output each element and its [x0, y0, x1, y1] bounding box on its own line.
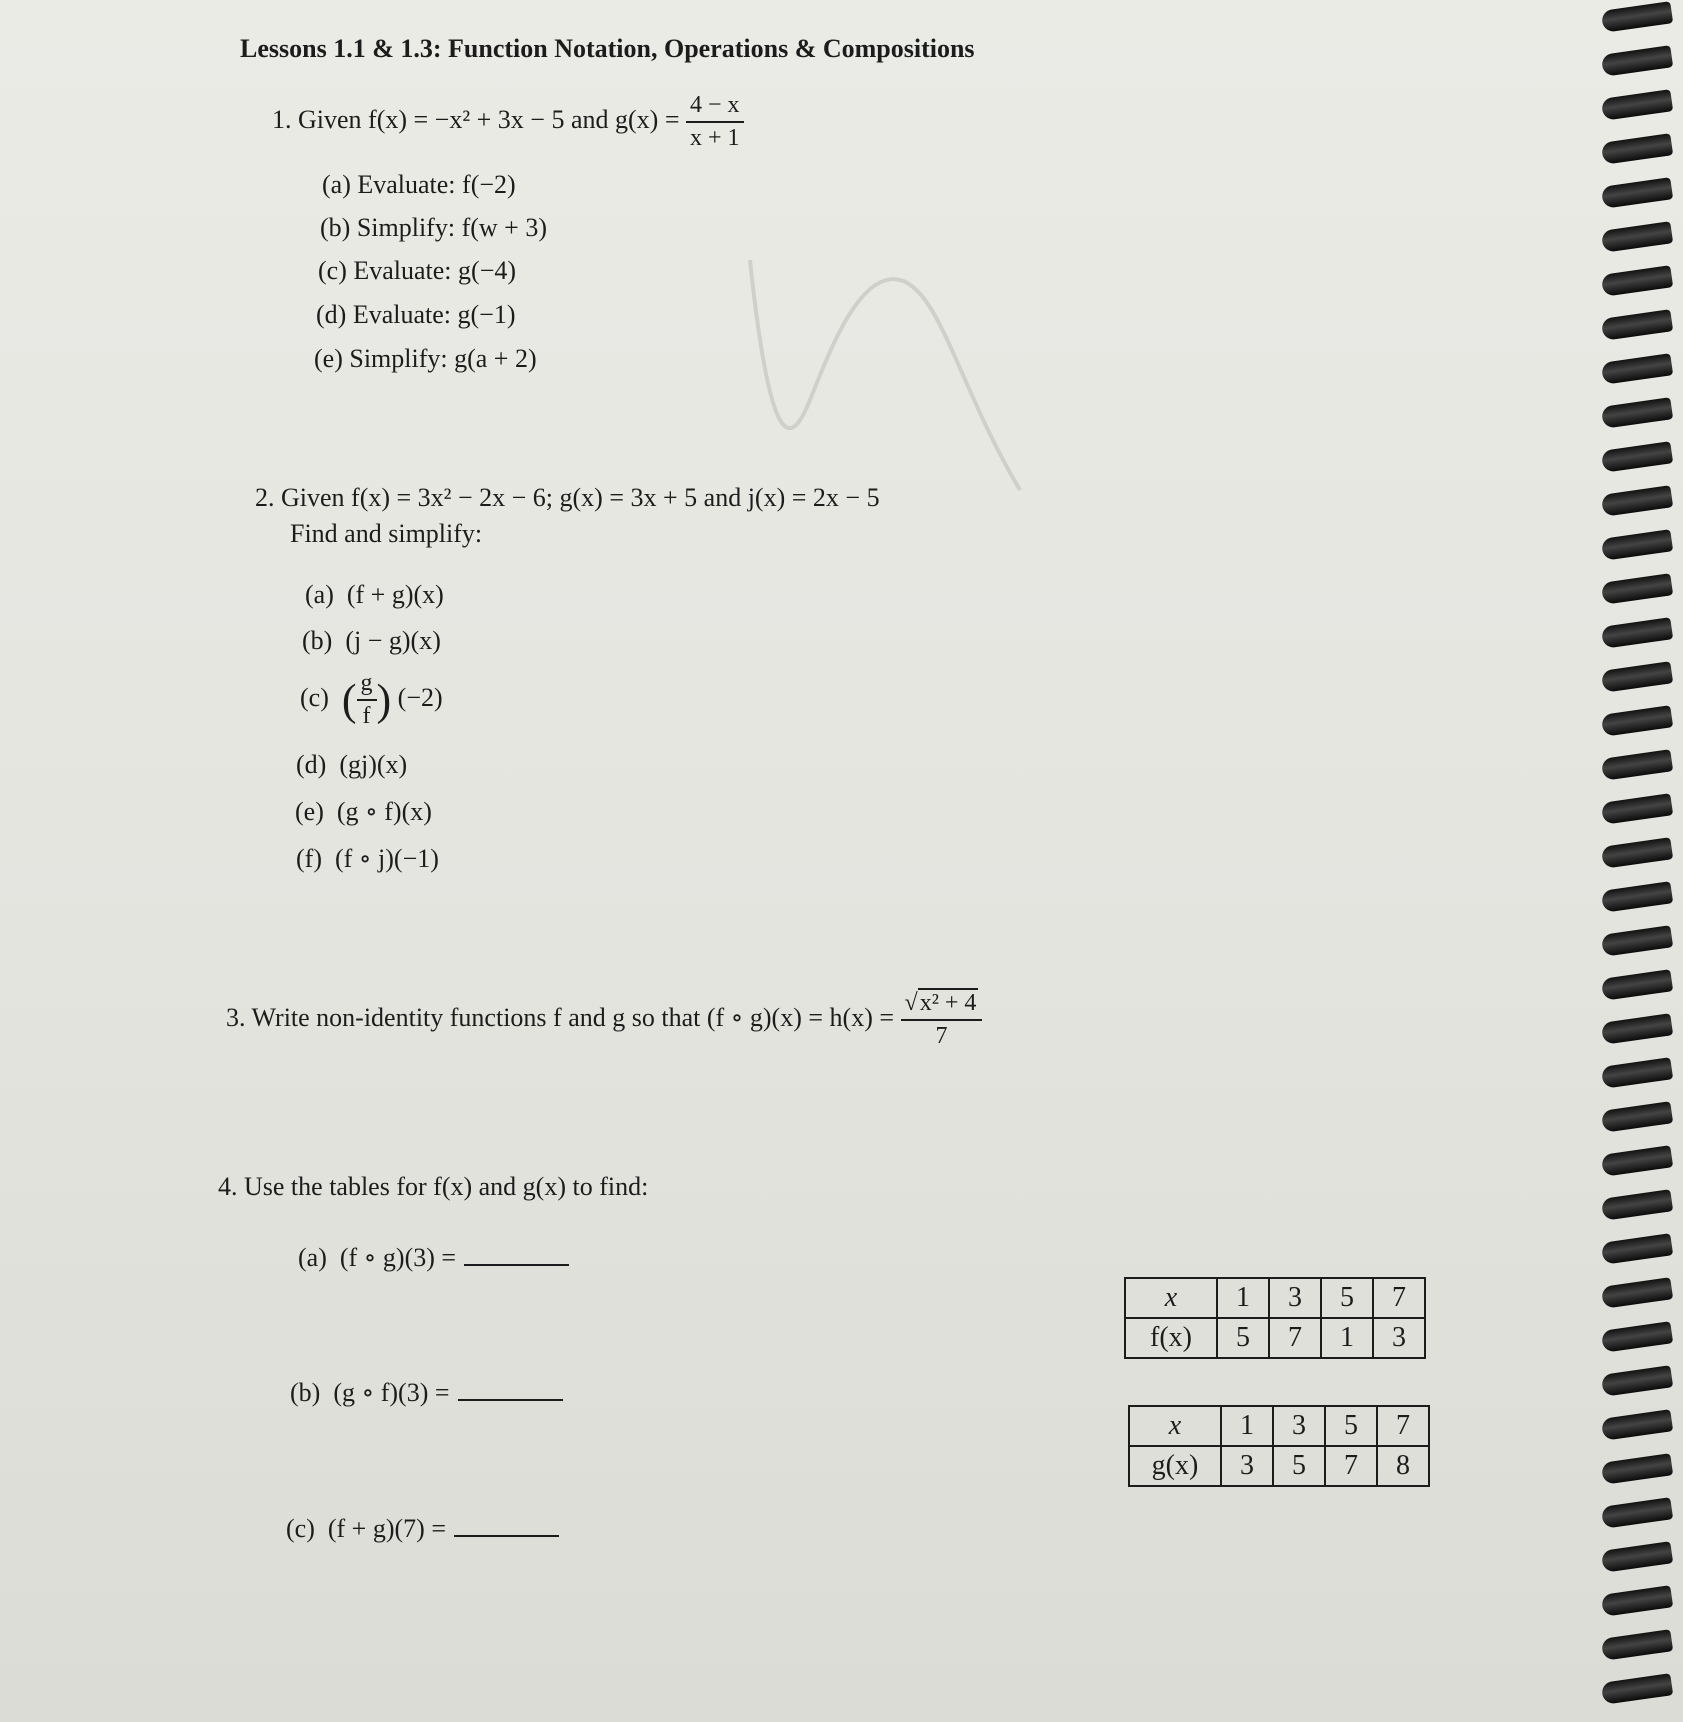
f-table-value-cell: 1 [1321, 1318, 1373, 1358]
q1-g-denominator: x + 1 [690, 125, 740, 151]
f-table-head-cell: 7 [1373, 1278, 1425, 1318]
q2-item-a [305, 580, 444, 610]
spiral-binding [1590, 0, 1683, 1722]
q1-item-a-label: (a) Evaluate: [322, 170, 456, 199]
spiral-coil [1601, 881, 1673, 913]
g-table-value-cell: 7 [1325, 1446, 1377, 1486]
show-through-graph [740, 250, 1040, 510]
q2-item-e [295, 797, 432, 827]
q1-g-lhs: g(x) = [615, 104, 680, 134]
q1-item-b [320, 213, 547, 243]
spiral-coil [1601, 485, 1673, 517]
q1-item-d-expr: g(−1) [457, 300, 516, 329]
spiral-coil [1601, 45, 1673, 77]
f-table-value-cell: 7 [1269, 1318, 1321, 1358]
f-table-value-cell: 5 [1217, 1318, 1269, 1358]
q1-item-c-label: (c) Evaluate: [318, 256, 452, 285]
q1-item-c [318, 256, 516, 286]
spiral-coil [1601, 177, 1673, 209]
q2-prompt: 2. Given f(x) = 3x² − 2x − 6; g(x) = 3x + 5 and j(x) = 2x − 5 [255, 483, 880, 512]
g-table-head-row [1129, 1406, 1429, 1446]
q1-item-e-expr: g(a + 2) [454, 344, 537, 373]
spiral-coil [1601, 221, 1673, 253]
g-table-value-row [1129, 1446, 1429, 1486]
q2-item-c-numerator: g [357, 670, 377, 701]
q1-item-e [314, 344, 537, 374]
q1-prefix: 1. Given [272, 104, 362, 134]
spiral-coil [1601, 1673, 1673, 1705]
q1-f-definition: f(x) = −x² + 3x − 5 [368, 104, 565, 134]
q4-prompt: 4. Use the tables for f(x) and g(x) to find: [218, 1172, 649, 1201]
q3-h-denominator: 7 [935, 1023, 948, 1049]
spiral-coil [1601, 925, 1673, 957]
spiral-coil [1601, 1409, 1673, 1441]
spiral-coil [1601, 1365, 1673, 1397]
f-table-head-cell: x [1125, 1278, 1217, 1318]
q4-item-a-label: (a) [298, 1243, 327, 1272]
spiral-coil [1601, 89, 1673, 121]
q4-item-c-expr: (f + g)(7) = [327, 1514, 446, 1543]
spiral-coil [1601, 133, 1673, 165]
q4-item-a [298, 1243, 569, 1273]
q4-item-b-expr: (g ∘ f)(3) = [333, 1378, 450, 1407]
q1-item-e-label: (e) Simplify: [314, 344, 448, 373]
q2-item-d-expr: (gj)(x) [339, 750, 408, 779]
f-table-value-row [1125, 1318, 1425, 1358]
q2-item-c: (c) ( $\frac{g}{f}$ ) (−2) [300, 670, 443, 729]
f-table [1124, 1277, 1426, 1359]
q1-item-b-expr: f(w + 3) [461, 213, 547, 242]
q1-item-a [322, 170, 516, 200]
f-table-head-row [1125, 1278, 1425, 1318]
spiral-coil [1601, 1629, 1673, 1661]
q2-item-f-label: (f) [296, 844, 322, 873]
q1-g-fraction [686, 92, 744, 152]
f-table-head-cell: 3 [1269, 1278, 1321, 1318]
spiral-coil [1601, 1189, 1673, 1221]
q2-item-a-expr: (f + g)(x) [346, 580, 444, 609]
f-table-head-cell: 5 [1321, 1278, 1373, 1318]
spiral-coil [1601, 1233, 1673, 1265]
q2-item-c-denominator: f [362, 703, 371, 729]
q1-item-d-label: (d) Evaluate: [316, 300, 451, 329]
q2-item-b-expr: (j − g)(x) [345, 626, 441, 655]
q2-item-b [302, 626, 441, 656]
q3-prompt [226, 990, 982, 1050]
spiral-coil [1601, 1585, 1673, 1617]
g-table-value-cell: 3 [1221, 1446, 1273, 1486]
spiral-coil [1601, 1057, 1673, 1089]
q1-prompt [272, 92, 744, 152]
g-table-value-cell: 5 [1273, 1446, 1325, 1486]
spiral-coil [1601, 969, 1673, 1001]
q4-item-a-expr: (f ∘ g)(3) = [339, 1243, 457, 1272]
spiral-coil [1601, 1013, 1673, 1045]
f-table-head-cell: 1 [1217, 1278, 1269, 1318]
spiral-coil [1601, 837, 1673, 869]
q3-h-fraction [901, 990, 983, 1050]
spiral-coil [1601, 1277, 1673, 1309]
g-table-head-cell: 1 [1221, 1406, 1273, 1446]
spiral-coil [1601, 1, 1673, 33]
spiral-coil [1601, 441, 1673, 473]
q4-item-b-label: (b) [290, 1378, 321, 1407]
q1-item-d [316, 300, 515, 330]
g-table-head-cell: 5 [1325, 1406, 1377, 1446]
q4-item-c [286, 1514, 559, 1544]
q2-item-e-label: (e) [295, 797, 324, 826]
spiral-coil [1601, 265, 1673, 297]
g-table-value-cell: 8 [1377, 1446, 1429, 1486]
g-table [1128, 1405, 1430, 1487]
q4-item-c-label: (c) [286, 1514, 315, 1543]
spiral-coil [1601, 1453, 1673, 1485]
lesson-title: Lessons 1.1 & 1.3: Function Notation, Operations & Compositions [240, 34, 975, 63]
q4-item-b-answer-blank[interactable] [458, 1398, 563, 1401]
q3-text: 3. Write non-identity functions f and g so that (f ∘ g)(x) = h(x) = [226, 1002, 895, 1032]
g-table-value-cell: g(x) [1129, 1446, 1221, 1486]
g-table-head-cell: x [1129, 1406, 1221, 1446]
q2-item-d-label: (d) [296, 750, 327, 779]
q4-item-b [290, 1378, 563, 1408]
spiral-coil [1601, 353, 1673, 385]
q2-item-a-label: (a) [305, 580, 334, 609]
q2-instruction: Find and simplify: [290, 519, 483, 548]
g-table-head-cell: 7 [1377, 1406, 1429, 1446]
q3-h-numerator: √x² + 4 [901, 990, 983, 1021]
q2-item-b-label: (b) [302, 626, 333, 655]
q2-item-c-label: (c) [300, 682, 329, 712]
q1-g-numerator: 4 − x [686, 92, 744, 123]
spiral-coil [1601, 529, 1673, 561]
q1-item-a-expr: f(−2) [462, 170, 516, 199]
spiral-coil [1601, 1101, 1673, 1133]
q1-item-b-label: (b) Simplify: [320, 213, 456, 242]
q2-item-d [296, 750, 407, 780]
spiral-coil [1601, 1145, 1673, 1177]
q2-item-f [296, 844, 439, 874]
q1-item-c-expr: g(−4) [458, 256, 517, 285]
spiral-coil [1601, 1321, 1673, 1353]
q2-item-c-arg: (−2) [397, 682, 443, 712]
spiral-coil [1601, 309, 1673, 341]
q3-h-radicand: x² + 4 [919, 990, 977, 1016]
f-table-value-cell: f(x) [1125, 1318, 1217, 1358]
spiral-coil [1601, 793, 1673, 825]
g-table-head-cell: 3 [1273, 1406, 1325, 1446]
spiral-coil [1601, 573, 1673, 605]
q1-and: and [570, 104, 609, 134]
q4-item-c-answer-blank[interactable] [454, 1534, 559, 1537]
spiral-coil [1601, 397, 1673, 429]
q4-item-a-answer-blank[interactable] [464, 1263, 569, 1266]
q2-item-c-fraction [357, 670, 377, 730]
spiral-coil [1601, 1497, 1673, 1529]
q2-item-f-expr: (f ∘ j)(−1) [334, 844, 439, 873]
spiral-coil [1601, 705, 1673, 737]
spiral-coil [1601, 617, 1673, 649]
spiral-coil [1601, 749, 1673, 781]
f-table-value-cell: 3 [1373, 1318, 1425, 1358]
spiral-coil [1601, 661, 1673, 693]
q2-item-e-expr: (g ∘ f)(x) [336, 797, 432, 826]
spiral-coil [1601, 1541, 1673, 1573]
